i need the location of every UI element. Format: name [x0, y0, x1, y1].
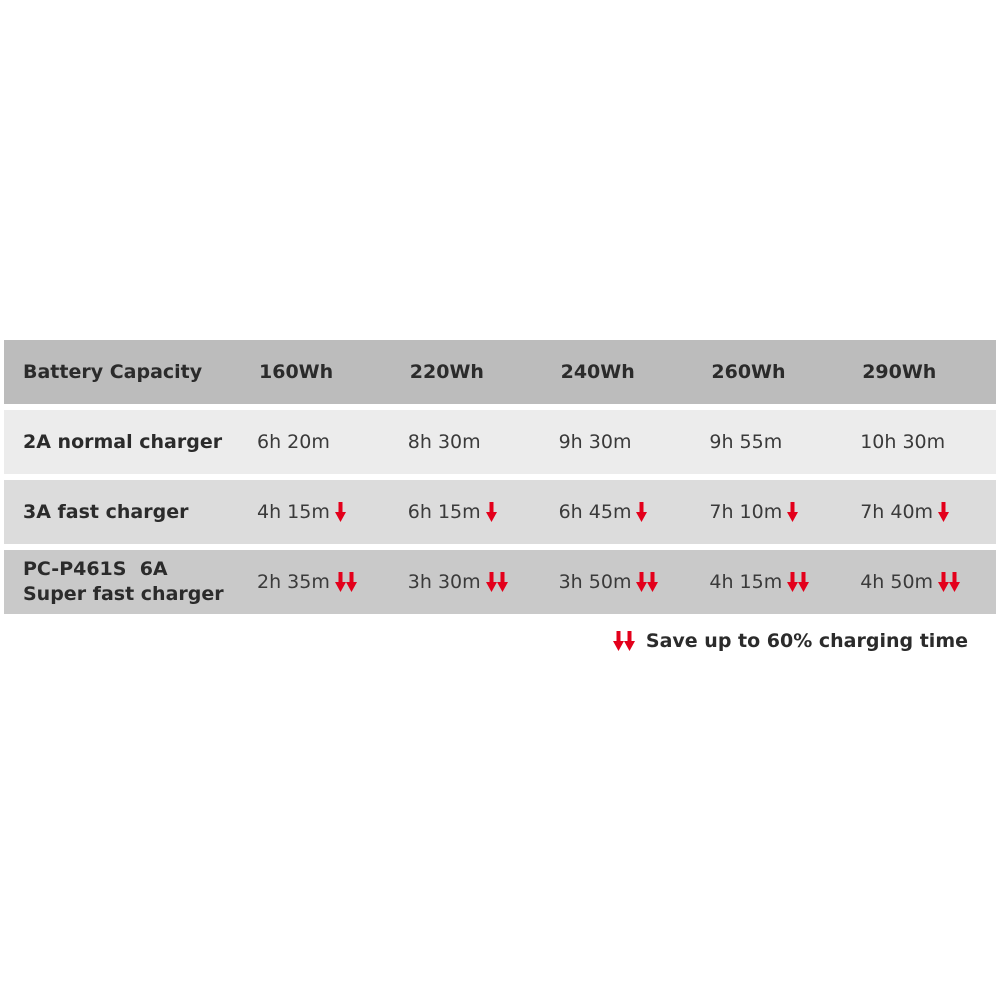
table-row-normal-charger — [4, 410, 996, 474]
table-cell — [393, 571, 544, 593]
table-row-fast-charger — [4, 480, 996, 544]
row-label-line2: Super fast charger — [23, 583, 224, 605]
row-label — [4, 557, 242, 607]
cell-value: 7h 40m — [860, 501, 934, 523]
table-cell — [393, 501, 544, 523]
double-down-arrow-icon — [787, 572, 809, 592]
header-col-160wh: 160Wh — [259, 361, 334, 383]
row-label — [4, 430, 242, 455]
table-cell — [694, 501, 845, 523]
double-down-arrow-icon — [486, 572, 508, 592]
cell-value: 9h 30m — [558, 431, 632, 453]
cell-value: 10h 30m — [860, 431, 946, 453]
table-cell — [845, 571, 996, 593]
cell-value: 4h 15m — [709, 571, 783, 593]
cell-value: 8h 30m — [407, 431, 481, 453]
header-col-240wh: 240Wh — [560, 361, 635, 383]
double-down-arrow-icon — [335, 572, 357, 592]
cell-value: 6h 45m — [558, 501, 632, 523]
row-label-line1: PC-P461S 6A — [23, 558, 168, 580]
header-label: Battery Capacity — [23, 360, 203, 383]
legend — [613, 630, 968, 652]
table-cell — [393, 431, 544, 453]
double-down-arrow-icon — [613, 631, 635, 651]
down-arrow-icon — [938, 502, 949, 522]
table-row-super-fast-charger — [4, 550, 996, 614]
down-arrow-icon — [636, 502, 647, 522]
table-cell — [242, 501, 393, 523]
cell-value: 6h 15m — [407, 501, 481, 523]
table-cell — [242, 571, 393, 593]
table-cell — [694, 431, 845, 453]
cell-value: 7h 10m — [709, 501, 783, 523]
table-cell — [544, 571, 695, 593]
table-cell — [694, 571, 845, 593]
header-col-290wh: 290Wh — [862, 361, 937, 383]
cell-value: 4h 50m — [860, 571, 934, 593]
cell-value: 4h 15m — [257, 501, 330, 523]
row-label-line1: 3A fast charger — [23, 500, 189, 523]
header-col-260wh: 260Wh — [711, 361, 786, 383]
down-arrow-icon — [486, 502, 497, 522]
table-header-row — [4, 340, 996, 404]
table-cell — [242, 431, 393, 453]
table-cell — [544, 431, 695, 453]
legend-text: Save up to 60% charging time — [645, 630, 968, 652]
header-col-220wh: 220Wh — [409, 361, 484, 383]
cell-value: 3h 50m — [558, 571, 632, 593]
double-down-arrow-icon — [938, 572, 960, 592]
cell-value: 3h 30m — [407, 571, 481, 593]
double-down-arrow-icon — [636, 572, 658, 592]
down-arrow-icon — [335, 502, 346, 522]
table-cell — [544, 501, 695, 523]
row-label-line1: 2A normal charger — [23, 430, 223, 453]
cell-value: 6h 20m — [257, 431, 330, 453]
table-cell — [845, 431, 996, 453]
charging-time-table — [4, 340, 996, 620]
table-cell — [845, 501, 996, 523]
down-arrow-icon — [787, 502, 798, 522]
cell-value: 2h 35m — [257, 571, 330, 593]
row-label — [4, 500, 242, 525]
cell-value: 9h 55m — [709, 431, 783, 453]
